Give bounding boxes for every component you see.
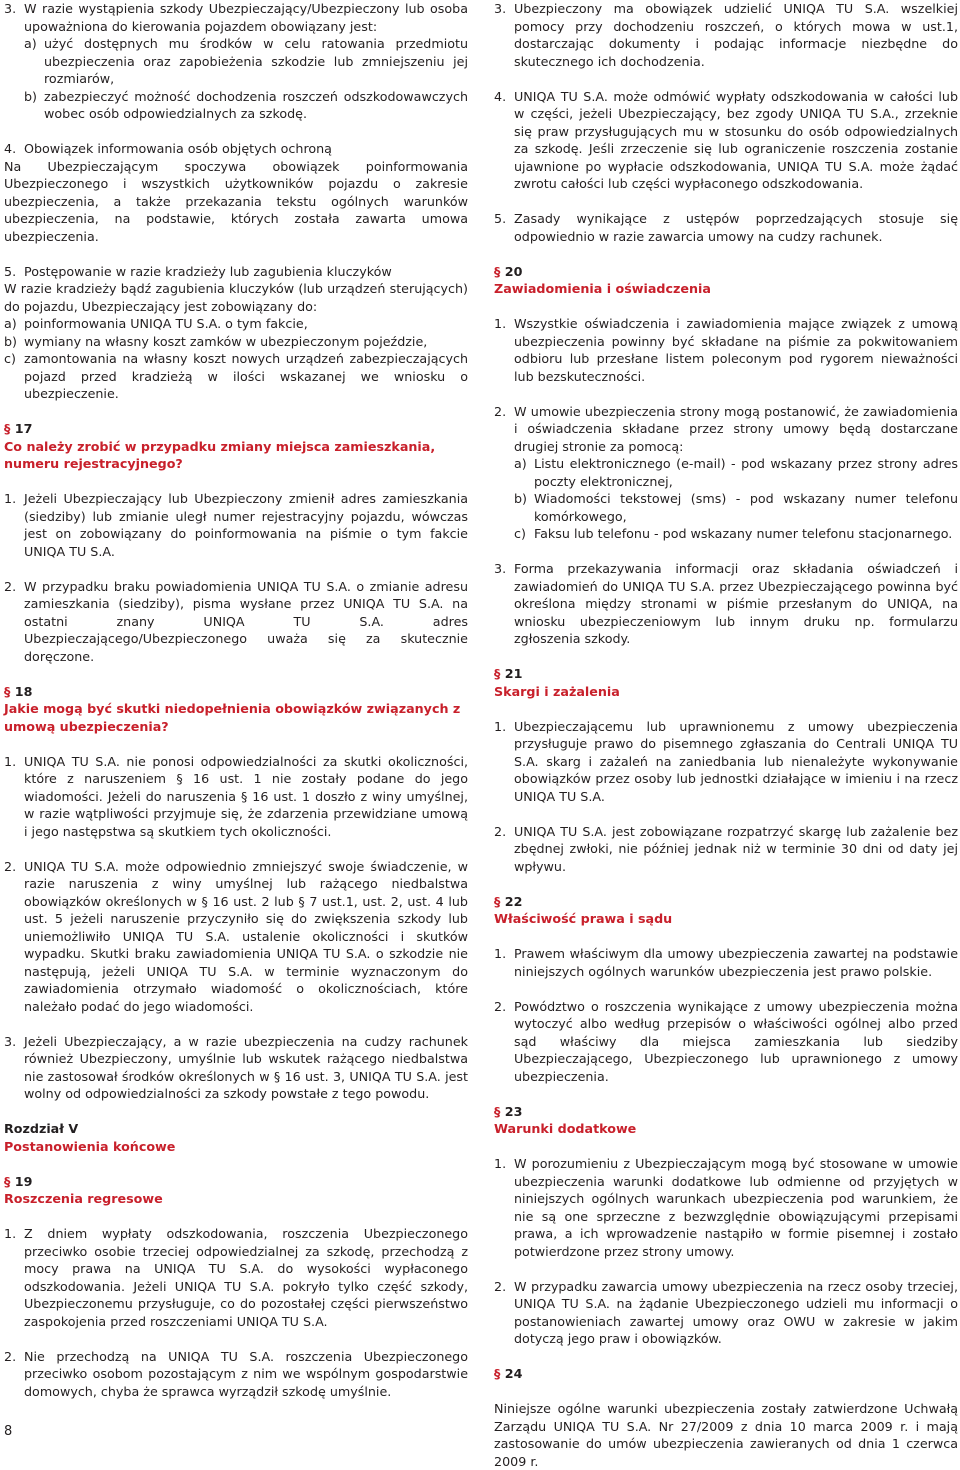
list-item: 2. Powództwo o roszczenia wynikające z umowy ubezpieczenia można wytoczyć albo według przepisów o właściwości ogólnej albo przed sąd właściwy dla miejsca zamieszkania lub siedziby Ubezpieczającego, Ubezpieczonego lub uprawnionego z umowy ubezpieczenia.: [494, 998, 958, 1084]
chapter-heading: Rozdział V: [4, 1121, 79, 1136]
section-sign: §: [4, 1173, 11, 1189]
list-item: 2. UNIQA TU S.A. może odpowiednio zmniejszyć swoje świadczenie, w razie naruszenia z winy umyślnej lub rażącego niedbalstwa obowiązków określonych w § 16 ust. 2 lub § 7 ust.1, ust. 2, ust. 4 lub ust. 5 jeżeli naruszenie przyczyniło się do zwiększenia szkody lub uniemożliwiło UNIQA TU S.A. ustalenie okoliczności i skutków wypadku. Skutki braku zawiadomienia UNIQA TU S.A. o szkodzie nie następują, jeżeli UNIQA TU S.A. w terminie wyznaczonym do zawiadomienia otrzymało wiadomość o okolicznościach, które należało podać do jego wiadomości.: [4, 858, 468, 1014]
list-item: 3. Forma przekazywania informacji oraz składania oświadczeń i zawiadomień do UNIQA TU S.A. przez Ubezpieczającego powinna być określona między stronami w piśmie przesłanym do UNIQA, na wniosku ubezpieczeniowym lub innym druku np. formularzu zgłoszenia szkody.: [494, 561, 958, 646]
paragraph: Na Ubezpieczającym spoczywa obowiązek poinformowania Ubezpieczonego i wszystkich użytkowników pojazdu o zakresie ubezpieczenia, a także przekazania tekstu ogólnych warunków ubezpieczenia, na podstawie, których została zawarta umowa ubezpieczenia.: [4, 158, 468, 244]
list-item: 1. UNIQA TU S.A. nie ponosi odpowiedzialności za skutki okoliczności, które z naruszeniem § 16 ust. 1 nie zostały podane do jego wiadomości. Jeżeli do naruszenia § 16 ust. 1 doszło z winy umyślnej, w razie wątpliwości przyjmuje się, że zdarzenia przewidziane umową i jego następstwa są skutkiem tych okoliczności.: [4, 753, 468, 839]
section-number: 20: [504, 263, 523, 279]
sub-item: b) wymiany na własny koszt zamków w ubezpieczonym pojeździe,: [4, 333, 428, 349]
item-title: Postępowanie w razie kradzieży lub zagubienia kluczyków: [24, 263, 392, 279]
sub-item: a) Listu elektronicznego (e-mail) - pod wskazany przez strony adres poczty elektronicznej,: [514, 456, 958, 489]
list-item: 1. Jeżeli Ubezpieczający lub Ubezpieczony zmienił adres zamieszkania (siedziby) lub zmianie uległ numer rejestracyjny pojazdu, wówczas jest on zobowiązany do poinformowania na piśmie o tym fakcie UNIQA TU S.A.: [4, 491, 468, 559]
section-heading: [494, 1365, 958, 1383]
section-title: Roszczenia regresowe: [4, 1191, 163, 1206]
section-number: 17: [14, 421, 33, 436]
list-item: 5. Zasady wynikające z ustępów poprzedzających stosuje się odpowiednio w razie zawarcia umowy na cudzy rachunek.: [494, 211, 958, 244]
section-heading: [494, 1103, 958, 1121]
section-title: Właściwość prawa i sądu: [494, 911, 673, 926]
section-heading: [4, 1173, 468, 1191]
list-item: 3. Ubezpieczony ma obowiązek udzielić UNIQA TU S.A. wszelkiej pomocy przy dochodzeniu roszczeń, o których mowa w ust.1, dostarczając dokumenty i podając informacje niezbędne do skutecznego ich dochodzenia.: [494, 1, 958, 69]
sub-item: c) Faksu lub telefonu - pod wskazany numer telefonu stacjonarnego.: [514, 526, 953, 541]
list-item: 1. Z dniem wypłaty odszkodowania, roszczenia Ubezpieczonego przeciwko osobie trzeciej odpowiedzialnej za szkodę, przechodzą z mocy prawa na UNIQA TU S.A. do wysokości wypłaconego odszkodowania. Jeżeli UNIQA TU S.A. pokryło tylko część szkody, Ubezpieczonemu przysługuje, co do pozostałej części pierwszeństwo zaspokojenia przed roszczeniami UNIQA TU S.A.: [4, 1226, 468, 1329]
item-number: 5.: [4, 263, 17, 279]
section-sign: §: [494, 1366, 501, 1381]
section-number: 23: [504, 1103, 523, 1119]
section-title: Zawiadomienia i oświadczenia: [494, 281, 711, 296]
item-number: 4.: [4, 141, 17, 156]
section-number: 24: [504, 1366, 523, 1381]
section-heading: [4, 420, 468, 438]
section-number: 22: [504, 893, 523, 909]
paragraph: W razie kradzieży bądź zagubienia kluczyków (lub urządzeń sterujących) do pojazdu, Ubezpieczający jest zobowiązany do:: [4, 281, 468, 314]
sub-item: c) zamontowania na własny koszt nowych urządzeń zabezpieczających pojazd przed kradzieżą w ilości wskazanej we wniosku o ubezpieczenie.: [4, 351, 468, 401]
chapter-title: Postanowienia końcowe: [4, 1138, 176, 1154]
section-heading: [494, 263, 958, 281]
list-item: 2. W przypadku zawarcia umowy ubezpieczenia na rzecz osoby trzeciej, UNIQA TU S.A. na żądanie Ubezpieczonego udzieli mu informacji o postanowieniach zawartej umowy oraz OWU w zakresie w jakim dotyczą jego praw i obowiązków.: [494, 1278, 958, 1346]
sub-item: b) zabezpieczyć możność dochodzenia roszczeń odszkodowawczych wobec osób odpowiedzialnych za szkodę.: [24, 88, 468, 121]
list-item: 1. W porozumieniu z Ubezpieczającym mogą być stosowane w umowie ubezpieczenia warunki dodatkowe lub odmienne od przyjętych w niniejszych ogólnych warunkach ubezpieczenia pod warunkiem, że nie są one sprzeczne z bezwzględnie obowiązującymi przepisami prawa, a ich wprowadzenie nastąpiło w formie pisemnej i zostało potwierdzone przez strony umowy.: [494, 1156, 958, 1259]
list-item: 2. UNIQA TU S.A. jest zobowiązane rozpatrzyć skargę lub zażalenie bez zbędnej zwłoki, nie później jednak niż w terminie 30 dni od daty jej wpływu.: [494, 823, 958, 874]
section-number: 21: [504, 666, 523, 681]
paragraph: Niniejsze ogólne warunki ubezpieczenia zostały zatwierdzone Uchwałą Zarządu UNIQA TU S.A. Nr 27/2009 z dnia 10 marca 2009 r. i mają zastosowanie do umów ubezpieczenia zawieranych od dnia 1 czerwca 2009 r.: [494, 1401, 958, 1469]
list-item: 1. Ubezpieczającemu lub uprawnionemu z umowy ubezpieczenia przysługuje prawo do pisemnego zgłaszania do Centrali UNIQA TU S.A. skarg i zażaleń na zaniedbania lub nienależyte wykonywanie obowiązków przez osoby lub jednostki działające w imieniu i na rzecz UNIQA TU S.A.: [494, 718, 958, 804]
list-item: 1. Prawem właściwym dla umowy ubezpieczenia zawartej na podstawie niniejszych ogólnych warunków ubezpieczenia jest prawo polskie.: [494, 946, 958, 979]
section-heading: [4, 683, 468, 701]
sub-item: b) Wiadomości tekstowej (sms) - pod wskazany numer telefonu komórkowego,: [514, 491, 958, 524]
section-sign: §: [494, 666, 501, 681]
sub-item: a) użyć dostępnych mu środków w celu ratowania przedmiotu ubezpieczenia oraz zapobieżenia szkodzie lub zmniejszeniu jej rozmiarów,: [24, 36, 468, 86]
list-item: 3. Jeżeli Ubezpieczający, a w razie ubezpieczenia na cudzy rachunek również Ubezpieczony, umyślnie lub wskutek rażącego niedbalstwa nie zastosował środków określonych w § 16 ust. 3, UNIQA TU S.A. jest wolny od odpowiedzialności za szkody powstałe z tego powodu.: [4, 1033, 468, 1101]
list-item: [4, 263, 468, 281]
section-title: Warunki dodatkowe: [494, 1121, 637, 1136]
page-number: 8: [4, 1424, 13, 1439]
right-column: [494, 0, 958, 1470]
section-number: 18: [14, 683, 33, 699]
section-sign: §: [494, 893, 501, 909]
paragraph: W razie wystąpienia szkody Ubezpieczający/Ubezpieczony lub osoba upoważniona do kierowania pojazdem obowiązany jest:: [24, 1, 468, 34]
section-heading: [494, 893, 958, 911]
item-number: 3.: [4, 1, 17, 16]
list-item: 4. UNIQA TU S.A. może odmówić wypłaty odszkodowania w całości lub w części, jeżeli Ubezpieczający, bez zgody UNIQA TU S.A., zrzeknie się praw przysługujących mu w stosunku do osób odpowiedzialnych za szkodę. Jeśli zrzeczenie się lub ograniczenie roszczenia zostanie ujawnione po wypłacie odszkodowania, UNIQA TU S.A. może żądać zwrotu całości lub części wypłaconego odszkodowania.: [494, 88, 958, 191]
section-sign: §: [4, 421, 11, 436]
list-item: [4, 0, 468, 123]
list-item: 1. Wszystkie oświadczenia i zawiadomienia mające związek z umową ubezpieczenia powinny być składane na piśmie za pokwitowaniem odbioru lub przesłane listem poleconym pod rygorem nieważności lub bezskuteczności.: [494, 316, 958, 384]
section-heading: [494, 665, 958, 683]
section-sign: §: [494, 263, 501, 279]
list-item: 2. Nie przechodzą na UNIQA TU S.A. roszczenia Ubezpieczonego przeciwko osobom pozostającym z nim we wspólnym gospodarstwie domowych, chyba że sprawca wyrządził szkodę umyślnie.: [4, 1348, 468, 1399]
section-sign: §: [4, 683, 11, 699]
section-title: Jakie mogą być skutki niedopełnienia obowiązków związanych z umową ubezpieczenia?: [4, 701, 461, 734]
section-sign: §: [494, 1103, 501, 1119]
list-item: [4, 140, 468, 158]
section-title: Co należy zrobić w przypadku zmiany miejsca zamieszkania, numeru rejestracyjnego?: [4, 438, 436, 471]
section-title: Skargi i zażalenia: [494, 683, 620, 699]
item-title: Obowiązek informowania osób objętych ochroną: [24, 141, 332, 156]
section-number: 19: [14, 1173, 33, 1189]
left-column: [4, 0, 468, 1400]
list-item: 2. W umowie ubezpieczenia strony mogą postanowić, że zawiadomienia i oświadczenia składane przez strony umowy będą dostarczane drugiej stronie za pomocą: a) Listu elektronicznego (e-mail) - pod wskazany przez strony adres poczty elektronicznej, b) Wiadomości tekstowej (sms) - pod wskazany numer telefonu komórkowego, c) Faksu lub telefonu - pod wskazany numer telefonu stacjonarnego.: [494, 403, 958, 541]
sub-item: a) poinformowania UNIQA TU S.A. o tym fakcie,: [4, 316, 308, 331]
list-item: 2. W przypadku braku powiadomienia UNIQA TU S.A. o zmianie adresu zamieszkania (siedziby), pisma wysłane przez UNIQA TU S.A. na ostatni znany UNIQA TU S.A. adres Ubezpieczającego/Ubezpieczonego uważa się za skutecznie doręczone.: [4, 578, 468, 664]
